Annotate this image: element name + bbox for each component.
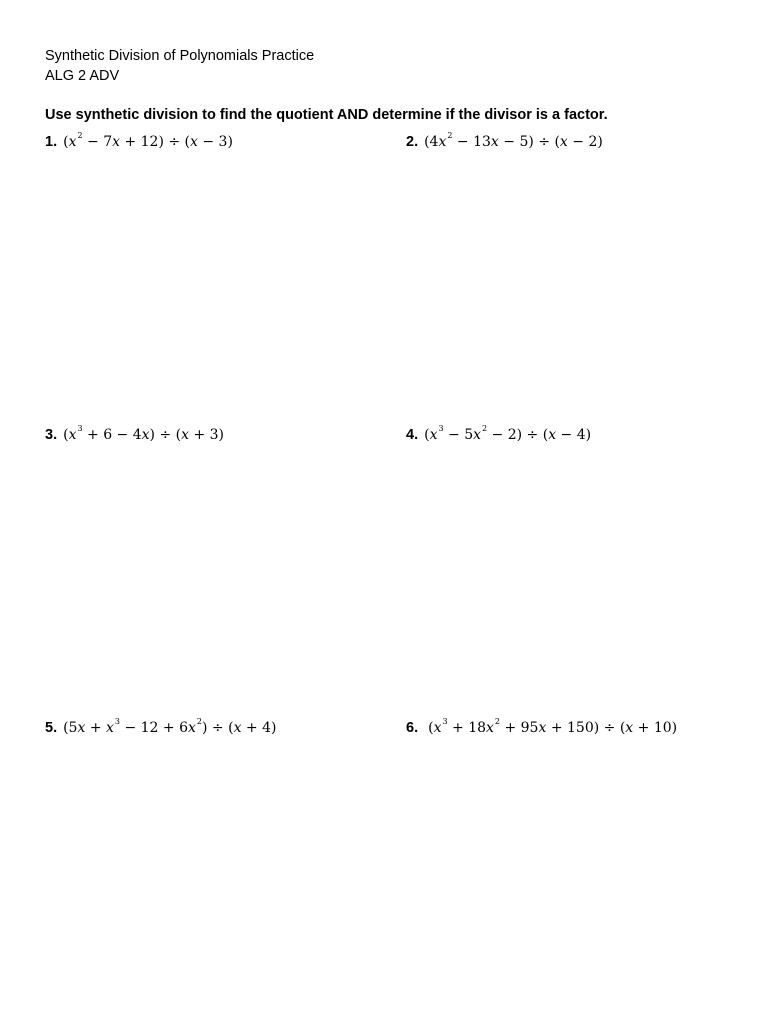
- problem-4: [406, 424, 591, 446]
- problem-6: [406, 717, 677, 739]
- problem-number: 1.: [45, 134, 58, 150]
- problem-expression: $(x^2 - 7x + 12) \div (x - 3)$: [63, 131, 233, 150]
- problem-number: 6.: [406, 720, 419, 736]
- problem-expression: $(x^3 + 6 - 4x) \div (x + 3)$: [63, 424, 225, 443]
- course-name: ALG 2 ADV: [45, 68, 120, 84]
- problem-number: 5.: [45, 720, 58, 736]
- problem-expression: $(x^3 - 5x^2 - 2) \div (x - 4)$: [424, 424, 592, 443]
- problem-expression: $(x^3 + 18x^2 + 95x + 150) \div (x + 10)$: [428, 717, 678, 736]
- problem-expression: $(5x + x^3 - 12 + 6x^2) \div (x + 4)$: [63, 717, 277, 736]
- problem-number: 3.: [45, 427, 58, 443]
- problem-3: [45, 424, 224, 446]
- worksheet-title: Synthetic Division of Polynomials Practice: [45, 48, 315, 64]
- problem-2: [406, 131, 603, 153]
- problem-number: 4.: [406, 427, 419, 443]
- problem-number: 2.: [406, 134, 419, 150]
- problem-expression: $(4x^2 - 13x - 5) \div (x - 2)$: [424, 131, 603, 150]
- problem-1: [45, 131, 233, 153]
- problem-5: [45, 717, 276, 739]
- instructions: Use synthetic division to find the quotient AND determine if the divisor is a factor.: [45, 107, 608, 123]
